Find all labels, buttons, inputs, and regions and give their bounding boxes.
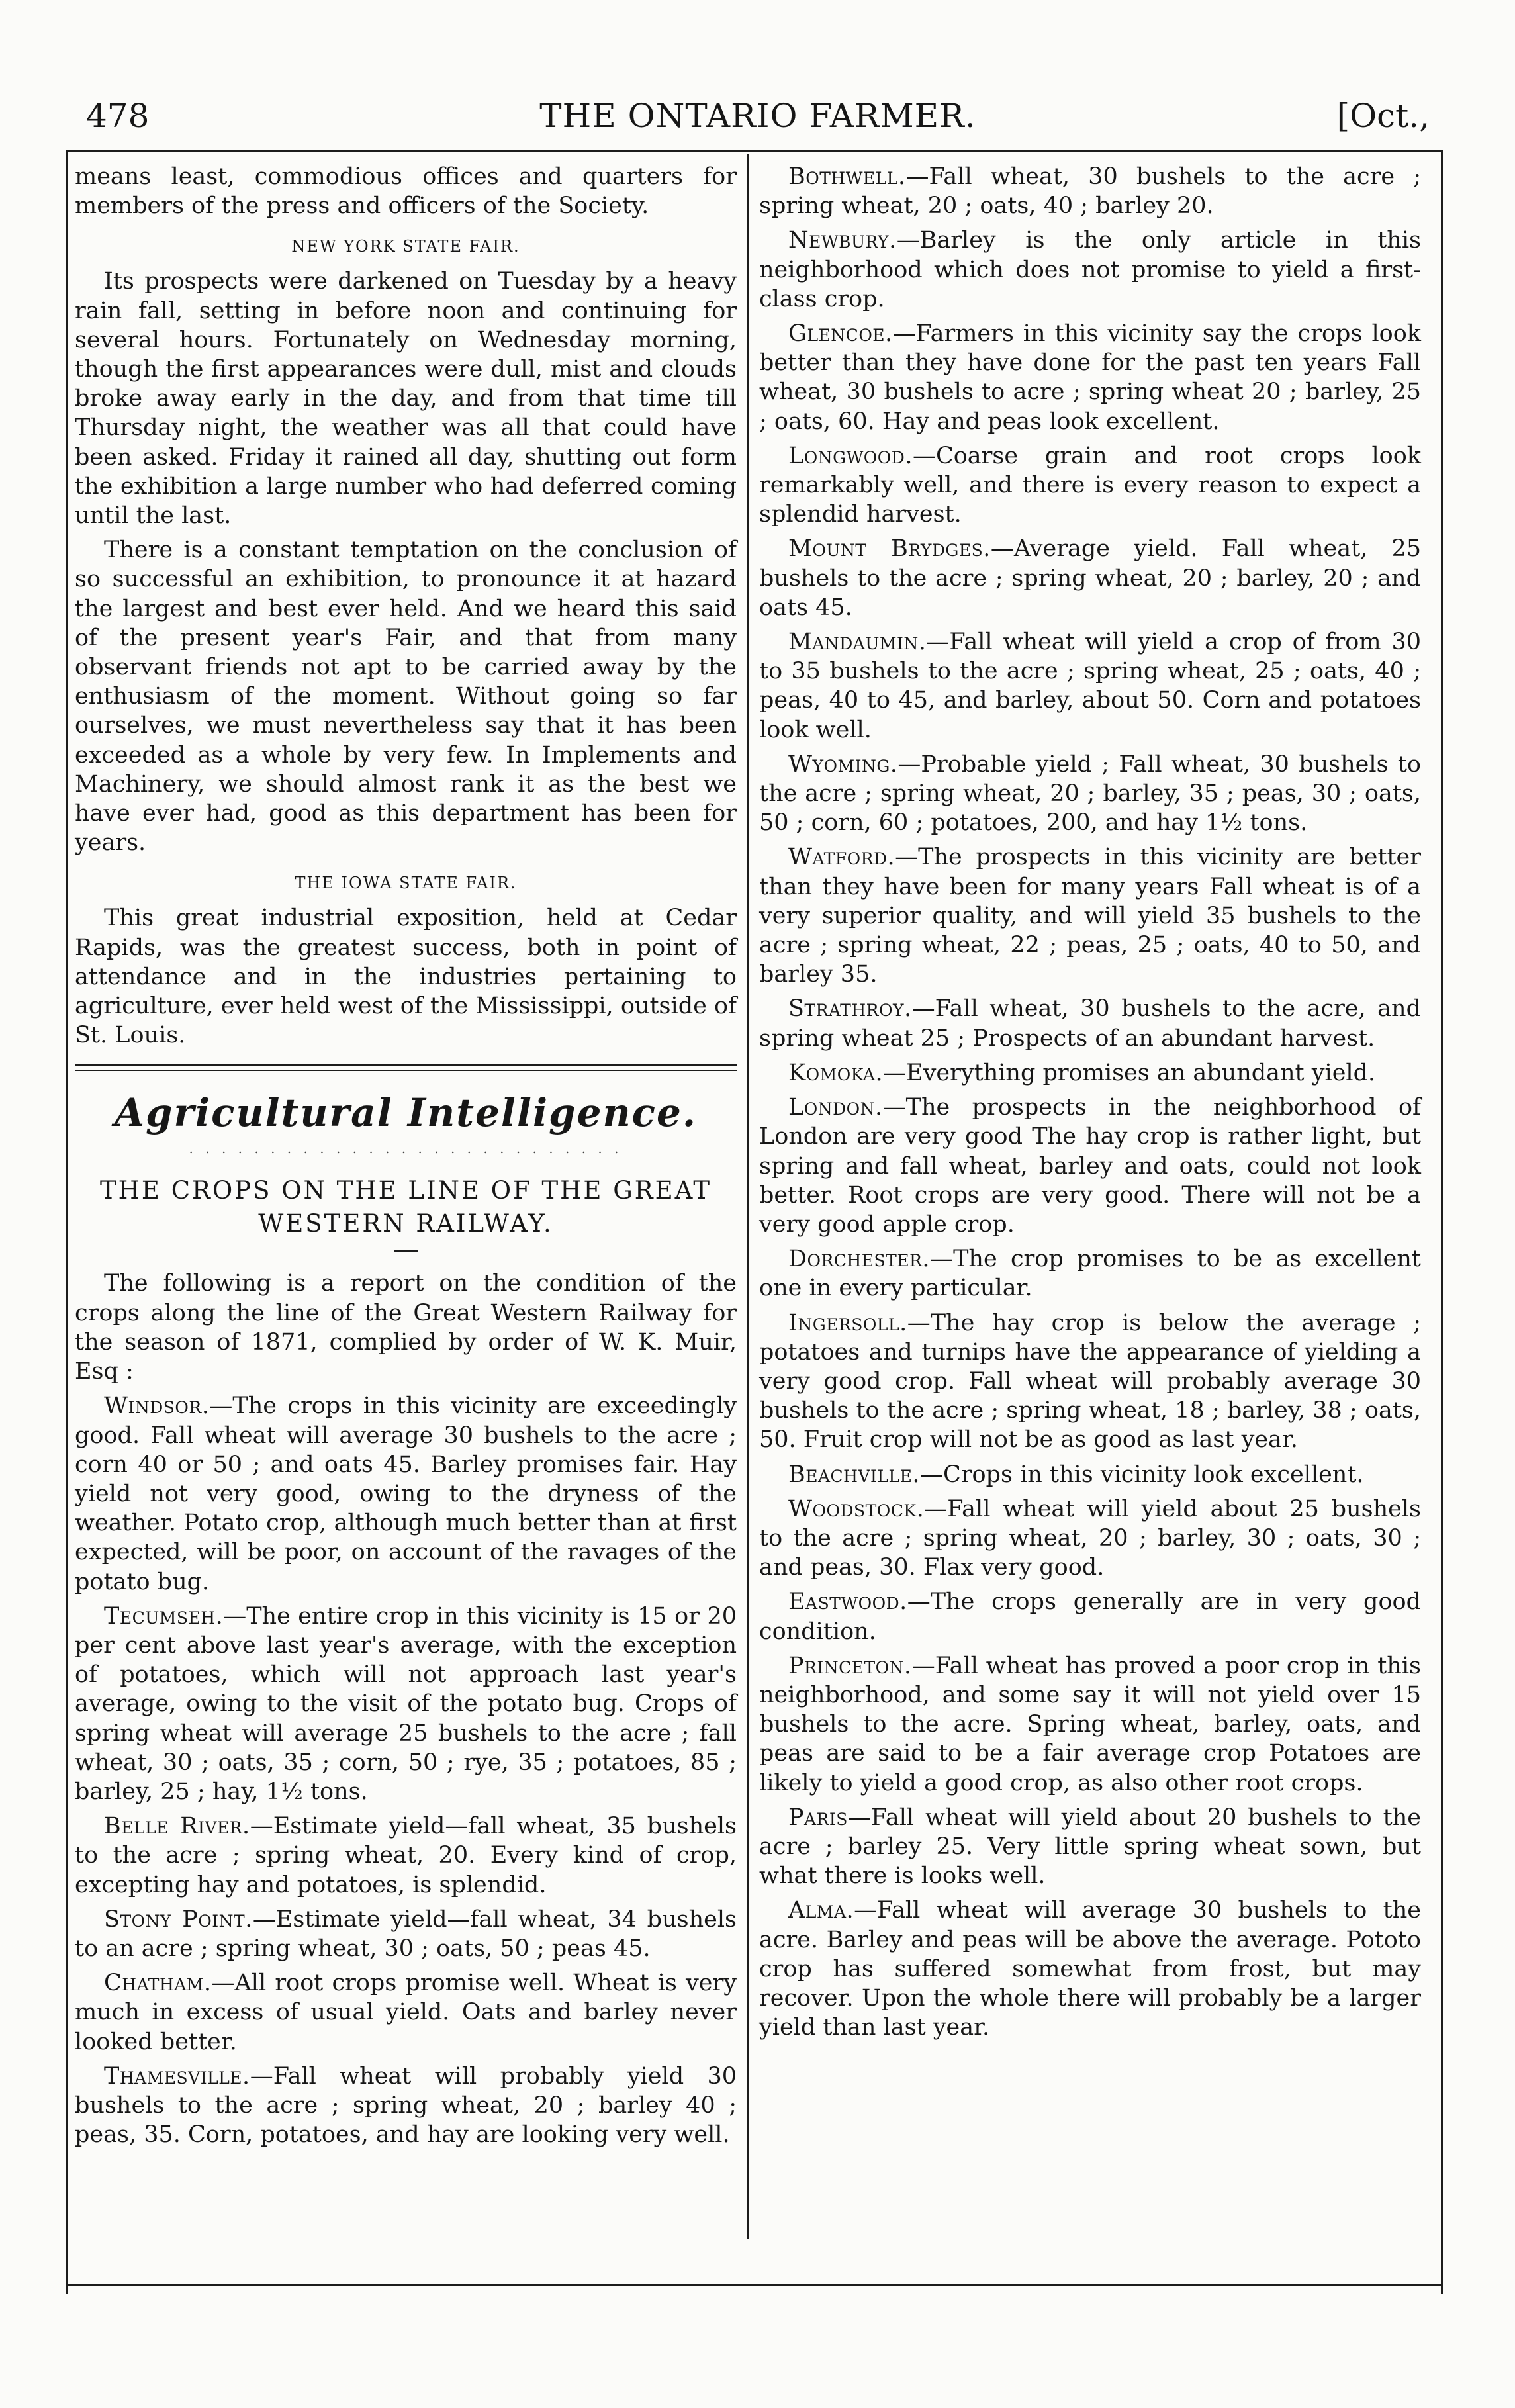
report-location: London. — [788, 1094, 883, 1121]
iowa-fair-heading: THE IOWA STATE FAIR. — [295, 874, 517, 893]
report-text: —Estimate yield—fall wheat, 35 bushels to the acre ; spring wheat, 20. Every kind of crop, excepting hay and potatoes, is splendid. — [75, 1813, 737, 1898]
report-location: Wyoming. — [788, 751, 898, 778]
report-location: Belle River. — [104, 1813, 250, 1840]
report-location: Chatham. — [104, 1970, 212, 1997]
crop-report — [759, 1803, 1421, 1891]
crop-report — [759, 319, 1421, 436]
report-location: Princeton. — [788, 1652, 912, 1679]
report-text: —Fall wheat will probably yield 30 bushels to the acre ; spring wheat, 20 ; barley 40 ; peas, 35. Corn, potatoes, and hay are looking very well. — [75, 2062, 737, 2149]
report-text: —Everything promises an abundant yield. — [883, 1059, 1376, 1086]
crop-report — [759, 226, 1421, 314]
report-text: —Fall wheat will average 30 bushels to the acre. Barley and peas will be above the average. Pototo crop has suffered somewhat from frost, but may recover. Upon the whole there will probably be a larger yield than last year. — [759, 1897, 1421, 2041]
report-text: —Estimate yield—fall wheat, 34 bushels to an acre ; spring wheat, 30 ; oats, 50 ; peas 45. — [75, 1906, 737, 1962]
report-text: —The crops in this vicinity are exceedingly good. Fall wheat will average 30 bushels to the acre ; corn 40 or 50 ; and oats 45. Barley promises fair. Hay yield not very good, owing to the dryness of the weather. Potato crop, although much better than at first expected, will be poor, on account of the ravages of the potato bug. — [75, 1393, 737, 1595]
crop-report — [75, 1602, 737, 1806]
crop-report — [759, 1058, 1421, 1088]
dotted-ornament: . . . . . . . . . . . . . . . . . . . . . . . . . . . — [189, 1140, 623, 1157]
report-text: —Fall wheat will yield about 25 bushels to the acre ; spring wheat, 20 ; barley, 30 ; oats, 30 ; and peas, 30. Flax very good. — [759, 1495, 1421, 1581]
intro-paragraph: means least, commodious offices and quarters for members of the press and officers of the Society. — [75, 163, 737, 220]
ny-fair-paragraph-2: There is a constant temptation on the conclusion of so successful an exhibition, to pronounce it at hazard the largest and best ever held. And we heard this said of the present year's Fair, and that from many observant friends not apt to be carried away by the enthusiasm of the moment. Without going so far ourselves, we must nevertheless say that it has been exceeded as a whole by very few. In Implements and Machinery, we should almost rank it as the best we have ever had, good as this department has been for years. — [75, 537, 737, 857]
crop-report — [759, 1495, 1421, 1583]
report-text: —The crops generally are in very good condition. — [759, 1589, 1421, 1645]
crop-report — [759, 534, 1421, 622]
report-location: Windsor. — [104, 1393, 210, 1420]
crop-report — [759, 1587, 1421, 1645]
report-location: Mandaumin. — [788, 629, 927, 656]
report-location: Dorchester. — [788, 1246, 931, 1273]
crop-report — [759, 1651, 1421, 1798]
report-location: Thamesville. — [104, 2062, 250, 2090]
crop-report — [759, 994, 1421, 1052]
ny-fair-heading: NEW YORK STATE FAIR. — [291, 237, 520, 256]
column-divider — [747, 154, 749, 2239]
crop-report — [75, 1968, 737, 2057]
page-number: 478 — [86, 97, 150, 135]
masthead-title: THE ONTARIO FARMER. — [539, 97, 976, 135]
iowa-fair-paragraph: This great industrial exposition, held at Cedar Rapids, was the greatest success, both in point of attendance and in the industries pertaining to agriculture, ever held west of the Mississippi, outside of St. Louis. — [75, 905, 737, 1049]
crop-report — [75, 1391, 737, 1596]
frame-left-rule — [66, 150, 68, 2294]
report-location: Eastwood. — [788, 1589, 907, 1616]
crop-report — [759, 750, 1421, 838]
crop-report — [759, 627, 1421, 745]
report-location: Stony Point. — [104, 1906, 253, 1933]
left-column — [75, 162, 737, 2154]
report-location: Woodstock. — [788, 1495, 925, 1522]
crop-report — [759, 1244, 1421, 1303]
header-rule — [66, 150, 1443, 152]
report-location: Tecumseh. — [104, 1602, 224, 1630]
right-report-list — [759, 162, 1421, 2042]
report-text: —Barley is the only article in this neighborhood which does not promise to yield a first-class crop. — [759, 227, 1421, 312]
report-text: —Fall wheat will yield a crop of from 30 to 35 bushels to the acre ; spring wheat, 25 ; oats, 40 ; peas, 40 to 45, and barley, about 50. Corn and potatoes look well. — [759, 629, 1421, 743]
crop-report — [75, 2062, 737, 2150]
crop-report — [759, 1460, 1421, 1489]
report-text: —The prospects in this vicinity are better than they have been for many years Fall wheat is of a very superior quality, and will yield 35 bushels to the acre ; spring wheat, 22 ; peas, 25 ; oats, 40 to 50, and barley 35. — [759, 844, 1421, 988]
report-location: Newbury. — [788, 227, 897, 254]
report-text: —Crops in this vicinity look excellent. — [919, 1461, 1364, 1488]
article-title: THE CROPS ON THE LINE OF THE GREAT WESTERN RAILWAY. — [99, 1176, 712, 1238]
report-text: —Farmers in this vicinity say the crops look better than they have done for the past ten years Fall wheat, 30 bushels to acre ; spring wheat 20 ; barley, 25 ; oats, 60. Hay and peas look excellent. — [759, 320, 1421, 435]
report-location: Strathroy. — [788, 996, 912, 1023]
report-location: Ingersoll. — [788, 1309, 907, 1336]
report-text: —Coarse grain and root crops look remarkably well, and there is every reason to expect a splendid harvest. — [759, 442, 1421, 528]
report-text: —Fall wheat will yield about 20 bushels to the acre ; barley 25. Very little spring wheat sown, but what there is looks well. — [759, 1804, 1421, 1890]
report-text: —Fall wheat has proved a poor crop in this neighborhood, and some say it will not yield over 15 bushels to the acre. Spring wheat, barley, oats, and peas are said to be a fair average crop Potatoes are likely to yield a good crop, as also other root crops. — [759, 1652, 1421, 1796]
crop-report — [75, 1812, 737, 1900]
article-intro: The following is a report on the condition of the crops along the line of the Great Western Railway for the season of 1871, complied by order of W. K. Muir, Esq : — [75, 1270, 737, 1385]
report-location: Beachville. — [788, 1461, 920, 1488]
page-header — [86, 93, 1430, 139]
report-text: —Average yield. Fall wheat, 25 bushels to the acre ; spring wheat, 20 ; barley, 20 ; and oats 45. — [759, 535, 1422, 621]
report-location: Mount Brydges. — [788, 535, 991, 563]
report-text: —The crop promises to be as excellent one in every particular. — [759, 1246, 1421, 1302]
left-report-list — [75, 1391, 737, 2149]
report-location: Watford. — [788, 844, 895, 871]
report-text: —The prospects in the neighborhood of London are very good The hay crop is rather light, but spring and fall wheat, barley and oats, could not look better. Root crops are very good. There will not be a very good apple crop. — [759, 1094, 1421, 1238]
crop-report — [75, 1905, 737, 1963]
report-location: Alma. — [788, 1897, 854, 1924]
report-text: —Probable yield ; Fall wheat, 30 bushels to the acre ; spring wheat, 20 ; barley, 35 ; peas, 30 ; oats, 50 ; corn, 60 ; potatoes, 200, and hay 1½ tons. — [759, 751, 1421, 837]
report-location: Komoka. — [788, 1059, 884, 1086]
crop-report — [759, 1093, 1421, 1239]
crop-report — [759, 1896, 1421, 2042]
report-location: Paris — [788, 1804, 848, 1831]
report-text: —The entire crop in this vicinity is 15 or 20 per cent above last year's average, with the exception of potatoes, which will not approach last year's average, owing to the visit of the potato bug. Crops of spring wheat will average 25 bushels to the acre ; fall wheat, 30 ; oats, 35 ; corn, 50 ; rye, 35 ; potatoes, 85 ; barley, 25 ; hay, 1½ tons. — [75, 1602, 737, 1805]
crop-report — [759, 843, 1421, 989]
report-location: Glencoe. — [788, 320, 893, 347]
ny-fair-paragraph-1: Its prospects were darkened on Tuesday by a heavy rain fall, setting in before noon and continuing for several hours. Fortunately on Wednesday morning, though the first appearances were dull, mist and clouds broke away early in the day, and from that time till Thursday night, the weather was all that could have been asked. Friday it rained all day, shutting out form the exhibition a large number who had deferred coming until the last. — [75, 268, 737, 530]
report-text: —The hay crop is below the average ; potatoes and turnips have the appearance of yielding a very good crop. Fall wheat will probably average 30 bushels to the acre ; spring wheat, 18 ; barley, 38 ; oats, 50. Fruit crop will not be as good as last year. — [759, 1309, 1421, 1454]
report-text: —Fall wheat, 30 bushels to the acre ; spring wheat, 20 ; oats, 40 ; barley 20. — [759, 163, 1421, 220]
crop-report — [759, 1309, 1421, 1455]
issue-month: [Oct., — [1336, 97, 1430, 135]
section-title: Agricultural Intelligence. — [114, 1090, 698, 1136]
report-location: Bothwell. — [788, 163, 906, 190]
crop-report — [759, 162, 1421, 220]
report-location: Longwood. — [788, 442, 913, 469]
section-divider — [75, 1064, 737, 1071]
footer-rule — [66, 2284, 1443, 2286]
report-text: —Fall wheat, 30 bushels to the acre, and spring wheat 25 ; Prospects of an abundant harvest. — [759, 996, 1421, 1052]
report-text: —All root crops promise well. Wheat is very much in excess of usual yield. Oats and barley never looked better. — [75, 1970, 737, 2055]
right-column — [759, 162, 1421, 2047]
frame-right-rule — [1441, 150, 1443, 2294]
title-dash — [394, 1250, 418, 1252]
crop-report — [759, 441, 1421, 530]
